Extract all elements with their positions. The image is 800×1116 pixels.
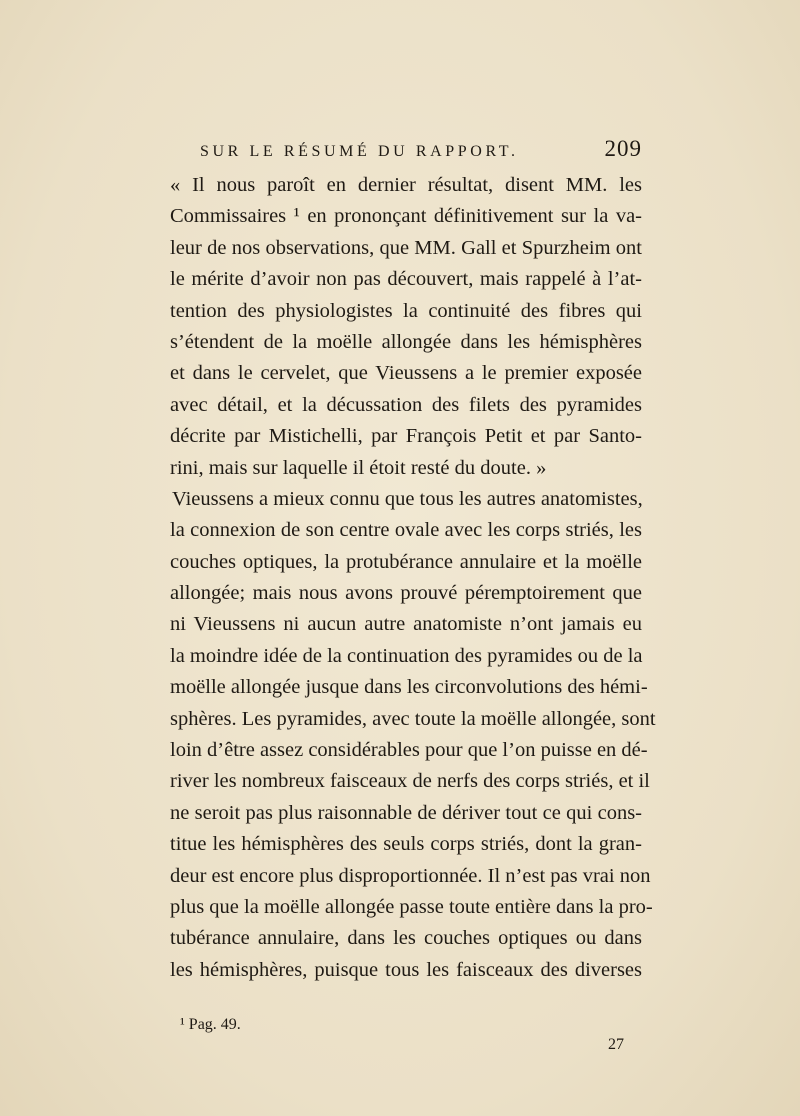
running-head: SUR LE RÉSUMÉ DU RAPPORT. [200, 143, 519, 160]
text-line: sphères. Les pyramides, avec toute la moëlle allongée, sont [170, 707, 656, 730]
text-line: le mérite d’avoir non pas découvert, mais rappelé à l’at- [170, 268, 642, 291]
signature-mark: 27 [608, 1036, 624, 1053]
page-number: 209 [604, 136, 642, 161]
text-line: Vieussens a mieux connu que tous les autres anatomistes, [172, 487, 643, 510]
text-line: allongée; mais nous avons prouvé péremptoirement que [170, 582, 642, 605]
text-line: loin d’être assez considérables pour que l’on puisse en dé- [170, 739, 648, 762]
text-line: ni Vieussens ni aucun autre anatomiste n’ont jamais eu [170, 613, 642, 636]
text-line: tention des physiologistes la continuité des fibres qui [170, 299, 642, 322]
text-line: la connexion de son centre ovale avec les corps striés, les [170, 519, 642, 542]
text-line: leur de nos observations, que MM. Gall et Spurzheim ont [170, 236, 642, 259]
text-line: et dans le cervelet, que Vieussens a le premier exposée [170, 362, 642, 385]
text-line: « Il nous paroît en dernier résultat, disent MM. les [170, 174, 642, 196]
text-line: les hémisphères, puisque tous les faisceaux des diverses [170, 958, 642, 981]
text-line: moëlle allongée jusque dans les circonvolutions des hémi- [170, 676, 648, 699]
text-line: titue les hémisphères des seuls corps striés, dont la gran- [170, 833, 642, 856]
text-line: plus que la moëlle allongée passe toute entière dans la pro- [170, 895, 653, 918]
text-line: river les nombreux faisceaux de nerfs des corps striés, et il [170, 770, 650, 793]
text-line: couches optiques, la protubérance annulaire et la moëlle [170, 550, 642, 573]
text-line: la moindre idée de la continuation des pyramides ou de la [170, 644, 643, 667]
body-text [170, 170, 656, 986]
text-line: deur est encore plus disproportionnée. Il n’est pas vrai non [170, 864, 651, 887]
text-line: s’étendent de la moëlle allongée dans les hémisphères [170, 330, 642, 353]
text-line: tubérance annulaire, dans les couches optiques ou dans [170, 927, 642, 950]
footnote: ¹ Pag. 49. [180, 1016, 241, 1033]
page-header [200, 136, 642, 166]
text-line: décrite par Mistichelli, par François Petit et par Santo- [170, 425, 642, 448]
text-line: ne seroit pas plus raisonnable de dériver tout ce qui cons- [170, 801, 642, 824]
text-line: avec détail, et la décussation des filets des pyramides [170, 393, 642, 416]
text-line: Commissaires ¹ en prononçant définitivement sur la va- [170, 205, 642, 228]
text-line: rini, mais sur laquelle il étoit resté du doute. » [170, 456, 547, 479]
